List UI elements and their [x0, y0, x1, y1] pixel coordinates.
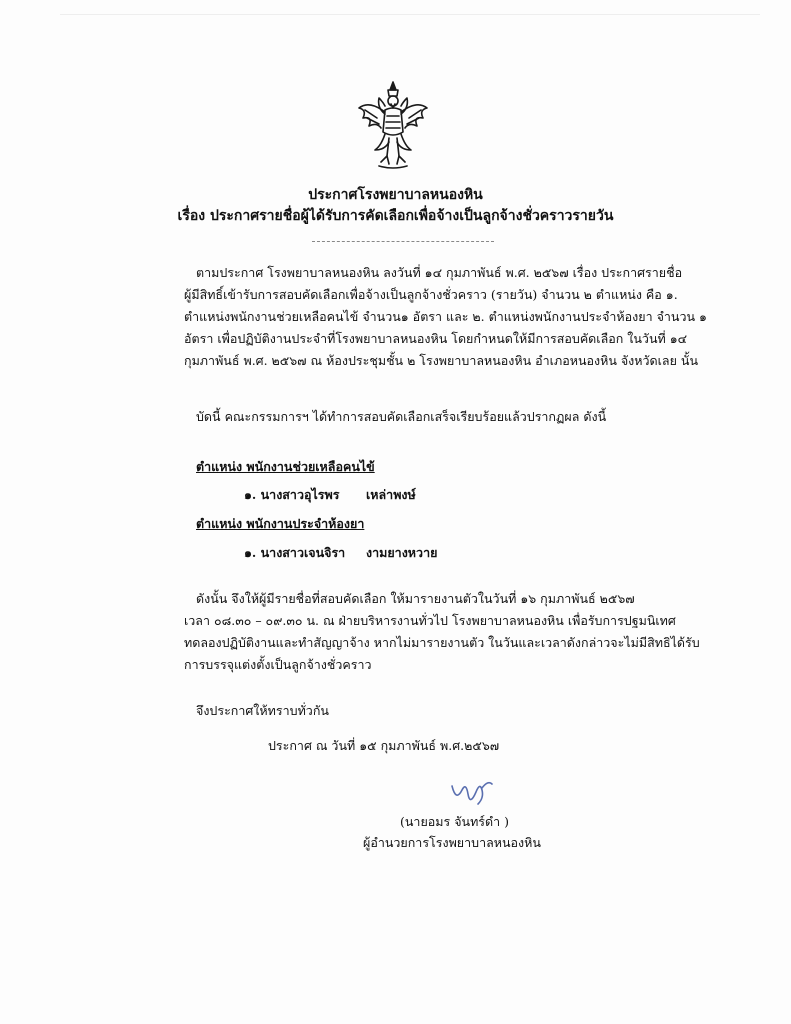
position-heading-pharmacy-staff: ตำแหน่ง พนักงานประจำห้องยา	[196, 516, 365, 531]
paragraph-intro-body: ผู้มีสิทธิ์เข้ารับการสอบคัดเลือกเพื่อจ้างเป็นลูกจ้างชั่วคราว (รายวัน) จำนวน ๒ ตำแหน่ง คือ ๑. ตำแหน่งพนักงานช่วยเหลือคนไข้ จำนวน๑ อัตรา และ ๒. ตำแหน่งพนักงานประจำห้องยา จำนวน ๑ อัตรา เพื่อปฏิบัติงานประจำที่โรงพยาบาลหนองหิน โดยกำหนดให้มีการสอบคัดเลือก ในวันที่ ๑๔ กุมภาพันธ์ พ.ศ. ๒๕๖๗ ณ ห้องประชุมชั้น ๒ โรงพยาบาลหนองหิน อำเภอหนองหิน จังหวัดเลย นั้น	[184, 287, 707, 368]
issue-date: ประกาศ ณ วันที่ ๑๕ กุมภาพันธ์ พ.ศ.๒๕๖๗	[268, 738, 500, 753]
position-heading-patient-assistant: ตำแหน่ง พนักงานช่วยเหลือคนไข้	[196, 459, 375, 474]
garuda-emblem-icon	[355, 80, 431, 172]
candidate-surname: งามยางหวาย	[366, 545, 438, 560]
announcement-subject: เรื่อง ประกาศรายชื่อผู้ได้รับการคัดเลือกเพื่อจ้างเป็นลูกจ้างชั่วคราวรายวัน	[177, 208, 614, 224]
paragraph-report-first-line: ดังนั้น จึงให้ผู้มีรายชื่อที่สอบคัดเลือก ให้มารายงานตัวในวันที่ ๑๖ กุมภาพันธ์ ๒๕๖๗	[196, 591, 635, 606]
scan-edge-line	[60, 14, 760, 15]
paragraph-report-body: เวลา ๐๘.๓๐ – ๐๙.๓๐ น. ณ ฝ่ายบริหารงานทั่วไป โรงพยาบาลหนองหิน เพื่อรับการปฐมนิเทศ ทดลองปฏิบัติงานและทำสัญญาจ้าง หากไม่มารายงานตัว ในวันและเวลาดังกล่าวจะไม่มีสิทธิได้รับการบรรจุแต่งตั้งเป็นลูกจ้างชั่วคราว	[184, 613, 700, 672]
paragraph-results-intro: บัดนี้ คณะกรรมการฯ ได้ทำการสอบคัดเลือกเสร็จเรียบร้อยแล้วปรากฏผล ดังนี้	[196, 409, 607, 424]
handwritten-signature	[448, 776, 496, 810]
paragraph-intro-first-line: ตามประกาศ โรงพยาบาลหนองหิน ลงวันที่ ๑๔ กุมภาพันธ์ พ.ศ. ๒๕๖๗ เรื่อง ประกาศรายชื่อ	[196, 265, 683, 280]
signer-title: ผู้อำนวยการโรงพยาบาลหนองหิน	[363, 835, 541, 850]
candidate-name: ๑. นางสาวเจนจิรา	[244, 545, 346, 560]
announcement-title: ประกาศโรงพยาบาลหนองหิน	[308, 187, 483, 203]
title-divider	[312, 241, 494, 242]
signer-name: (นายอมร จันทร์ดำ )	[400, 814, 510, 829]
paragraph-closing: จึงประกาศให้ทราบทั่วกัน	[196, 703, 329, 718]
candidate-surname: เหล่าพงษ์	[366, 487, 416, 502]
candidate-name: ๑. นางสาวอุไรพร	[244, 487, 340, 502]
